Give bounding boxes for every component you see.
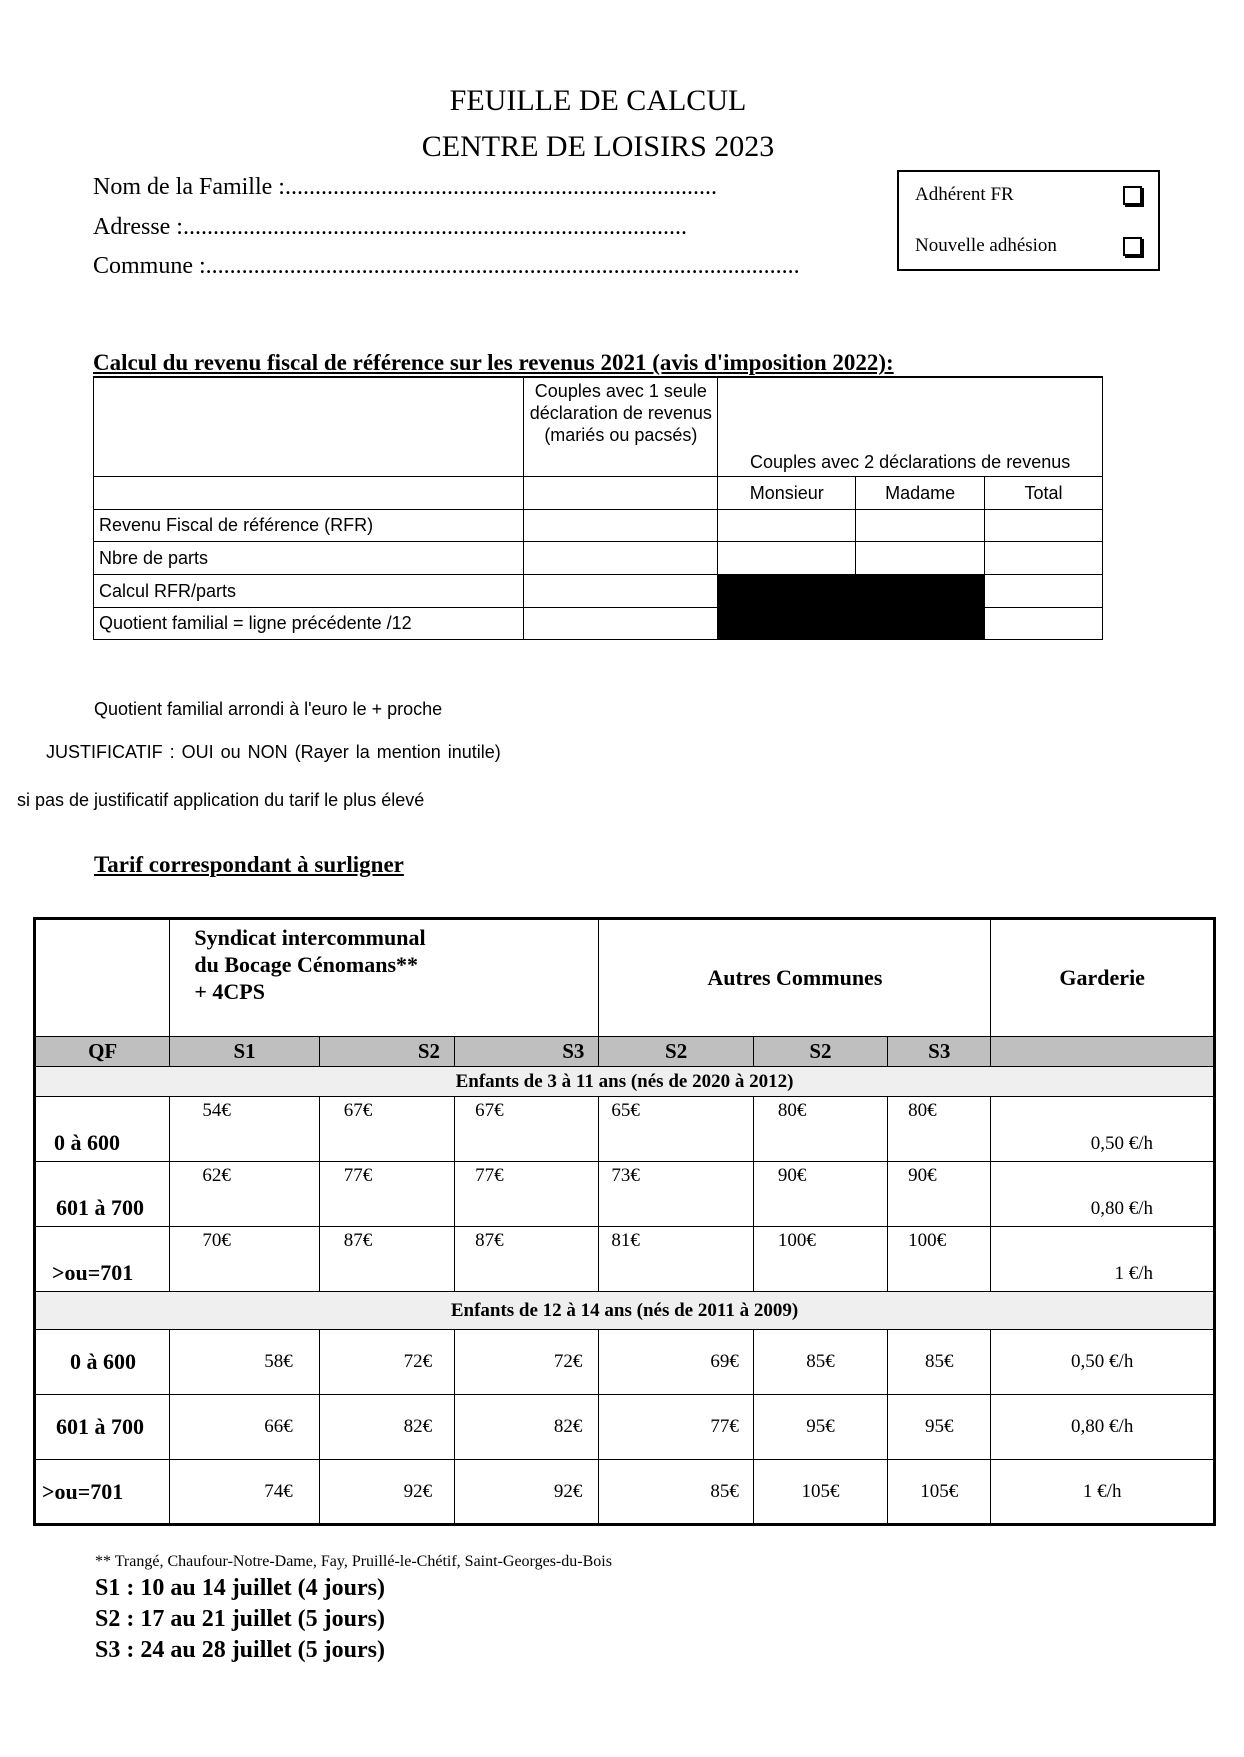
tarif-title: Tarif correspondant à surligner xyxy=(94,852,404,877)
price-cell: 82€ xyxy=(455,1395,599,1460)
price-cell: 67€ xyxy=(319,1097,454,1162)
price-cell: 95€ xyxy=(888,1395,991,1460)
rfr-col-total: Total xyxy=(985,477,1103,510)
tarif-head-autres: Autres Communes xyxy=(599,919,991,1037)
address-field[interactable]: Adresse :.................................................................................... xyxy=(93,214,687,240)
price-cell: 70€ xyxy=(170,1227,319,1292)
tarif-head-syndicat-l3: + 4CPS xyxy=(194,979,265,1004)
price-cell: 92€ xyxy=(455,1460,599,1525)
tarif-col-empty xyxy=(991,1037,1215,1067)
nouvelle-label: Nouvelle adhésion xyxy=(915,235,1057,256)
price-cell: 87€ xyxy=(319,1227,454,1292)
price-cell: 81€ xyxy=(599,1227,753,1292)
price-cell: 92€ xyxy=(319,1460,454,1525)
rfr-input-cell[interactable] xyxy=(718,510,856,542)
qf-label: >ou=701 xyxy=(35,1460,170,1525)
price-cell: 105€ xyxy=(888,1460,991,1525)
rfr-blacked-cell xyxy=(718,575,985,640)
rfr-input-cell[interactable] xyxy=(985,510,1103,542)
note-sans-justificatif: si pas de justificatif application du tarif le plus élevé xyxy=(17,790,425,810)
nouvelle-checkbox[interactable] xyxy=(1123,237,1142,256)
garderie-cell: 1 €/h xyxy=(991,1460,1215,1525)
price-cell: 105€ xyxy=(753,1460,887,1525)
rfr-input-cell[interactable] xyxy=(985,608,1103,640)
adherent-checkbox[interactable] xyxy=(1123,186,1142,205)
rfr-input-cell[interactable] xyxy=(524,510,718,542)
table-row[interactable] xyxy=(35,1227,1215,1292)
rfr-row-label: Calcul RFR/parts xyxy=(94,575,524,608)
garderie-cell: 0,50 €/h xyxy=(991,1330,1215,1395)
price-cell: 73€ xyxy=(599,1162,753,1227)
price-cell: 74€ xyxy=(170,1460,319,1525)
rfr-table xyxy=(93,377,1103,640)
rfr-input-cell[interactable] xyxy=(985,542,1103,575)
tarif-col-s3: S3 xyxy=(888,1037,991,1067)
price-cell: 95€ xyxy=(753,1395,887,1460)
price-cell: 62€ xyxy=(170,1162,319,1227)
tarif-corner-cell xyxy=(35,919,170,1037)
page-title: FEUILLE DE CALCUL xyxy=(449,84,747,117)
rfr-row-label: Revenu Fiscal de référence (RFR) xyxy=(94,510,524,542)
note-justificatif: JUSTIFICATIF : OUI ou NON (Rayer la mention inutile) xyxy=(46,742,501,762)
price-cell: 85€ xyxy=(753,1330,887,1395)
table-row[interactable] xyxy=(35,1395,1215,1460)
tarif-section-12-14: Enfants de 12 à 14 ans (nés de 2011 à 2009) xyxy=(35,1292,1215,1330)
table-row[interactable] xyxy=(35,1097,1215,1162)
adherent-label: Adhérent FR xyxy=(915,184,1014,205)
garderie-cell: 0,80 €/h xyxy=(991,1395,1215,1460)
rfr-input-cell[interactable] xyxy=(856,510,985,542)
footnote-communes: ** Trangé, Chaufour-Notre-Dame, Fay, Pruillé-le-Chétif, Saint-Georges-du-Bois xyxy=(95,1553,612,1570)
rfr-col-couples1: Couples avec 1 seule déclaration de revenus (mariés ou pacsés) xyxy=(524,378,718,477)
table-row[interactable] xyxy=(35,1162,1215,1227)
commune-field[interactable]: Commune :................................................................................................... xyxy=(93,253,800,279)
price-cell: 82€ xyxy=(319,1395,454,1460)
tarif-col-s2: S2 xyxy=(753,1037,887,1067)
price-cell: 80€ xyxy=(888,1097,991,1162)
price-cell: 80€ xyxy=(753,1097,887,1162)
rfr-input-cell[interactable] xyxy=(524,608,718,640)
price-cell: 100€ xyxy=(753,1227,887,1292)
tarif-head-syndicat xyxy=(170,919,599,1037)
garderie-cell: 1 €/h xyxy=(991,1227,1215,1292)
price-cell: 72€ xyxy=(455,1330,599,1395)
qf-label: 601 à 700 xyxy=(35,1395,170,1460)
table-row[interactable] xyxy=(35,1330,1215,1395)
adherent-row xyxy=(915,184,1142,206)
rfr-corner-cell xyxy=(94,378,524,477)
price-cell: 85€ xyxy=(599,1460,753,1525)
rfr-input-cell[interactable] xyxy=(856,542,985,575)
tarif-col-s3: S3 xyxy=(455,1037,599,1067)
qf-label: 601 à 700 xyxy=(35,1162,170,1227)
family-name-field[interactable]: Nom de la Famille :........................................................................ xyxy=(93,174,717,200)
tarif-table xyxy=(33,917,1216,1526)
qf-label: 0 à 600 xyxy=(35,1330,170,1395)
rfr-title: Calcul du revenu fiscal de référence sur les revenus 2021 (avis d'imposition 2022): xyxy=(93,350,1103,378)
price-cell: 87€ xyxy=(455,1227,599,1292)
session-s3: S3 : 24 au 28 juillet (5 jours) xyxy=(95,1637,385,1663)
price-cell: 77€ xyxy=(319,1162,454,1227)
price-cell: 69€ xyxy=(599,1330,753,1395)
price-cell: 58€ xyxy=(170,1330,319,1395)
nouvelle-row xyxy=(915,235,1142,257)
price-cell: 67€ xyxy=(455,1097,599,1162)
adhesion-box xyxy=(897,170,1160,271)
tarif-head-syndicat-l2: du Bocage Cénomans** xyxy=(194,952,419,977)
tarif-section-3-11: Enfants de 3 à 11 ans (nés de 2020 à 2012) xyxy=(35,1067,1215,1097)
note-arrondi: Quotient familial arrondi à l'euro le + proche xyxy=(94,699,443,719)
rfr-row-label: Nbre de parts xyxy=(94,542,524,575)
qf-label: >ou=701 xyxy=(35,1227,170,1292)
tarif-col-s1: S1 xyxy=(170,1037,319,1067)
price-cell: 90€ xyxy=(753,1162,887,1227)
price-cell: 77€ xyxy=(455,1162,599,1227)
rfr-input-cell[interactable] xyxy=(985,575,1103,608)
rfr-col-madame: Madame xyxy=(856,477,985,510)
table-row[interactable] xyxy=(35,1460,1215,1525)
session-s1: S1 : 10 au 14 juillet (4 jours) xyxy=(95,1575,385,1601)
rfr-row-label: Quotient familial = ligne précédente /12 xyxy=(94,608,524,640)
tarif-col-s2: S2 xyxy=(599,1037,753,1067)
price-cell: 85€ xyxy=(888,1330,991,1395)
price-cell: 54€ xyxy=(170,1097,319,1162)
page-subtitle: CENTRE DE LOISIRS 2023 xyxy=(421,130,775,163)
rfr-input-cell[interactable] xyxy=(718,542,856,575)
price-cell: 65€ xyxy=(599,1097,753,1162)
price-cell: 72€ xyxy=(319,1330,454,1395)
tarif-head-syndicat-l1: Syndicat intercommunal xyxy=(194,925,426,950)
price-cell: 66€ xyxy=(170,1395,319,1460)
qf-label: 0 à 600 xyxy=(35,1097,170,1162)
rfr-col-monsieur: Monsieur xyxy=(718,477,856,510)
price-cell: 77€ xyxy=(599,1395,753,1460)
session-s2: S2 : 17 au 21 juillet (5 jours) xyxy=(95,1606,385,1632)
rfr-empty-cell xyxy=(94,477,524,510)
rfr-empty-cell[interactable] xyxy=(524,477,718,510)
tarif-head-garderie: Garderie xyxy=(991,919,1215,1037)
tarif-col-qf: QF xyxy=(35,1037,170,1067)
garderie-cell: 0,80 €/h xyxy=(991,1162,1215,1227)
rfr-input-cell[interactable] xyxy=(524,575,718,608)
price-cell: 90€ xyxy=(888,1162,991,1227)
rfr-input-cell[interactable] xyxy=(524,542,718,575)
rfr-col-couples2: Couples avec 2 déclarations de revenus xyxy=(718,378,1103,477)
garderie-cell: 0,50 €/h xyxy=(991,1097,1215,1162)
price-cell: 100€ xyxy=(888,1227,991,1292)
tarif-col-s2: S2 xyxy=(319,1037,454,1067)
